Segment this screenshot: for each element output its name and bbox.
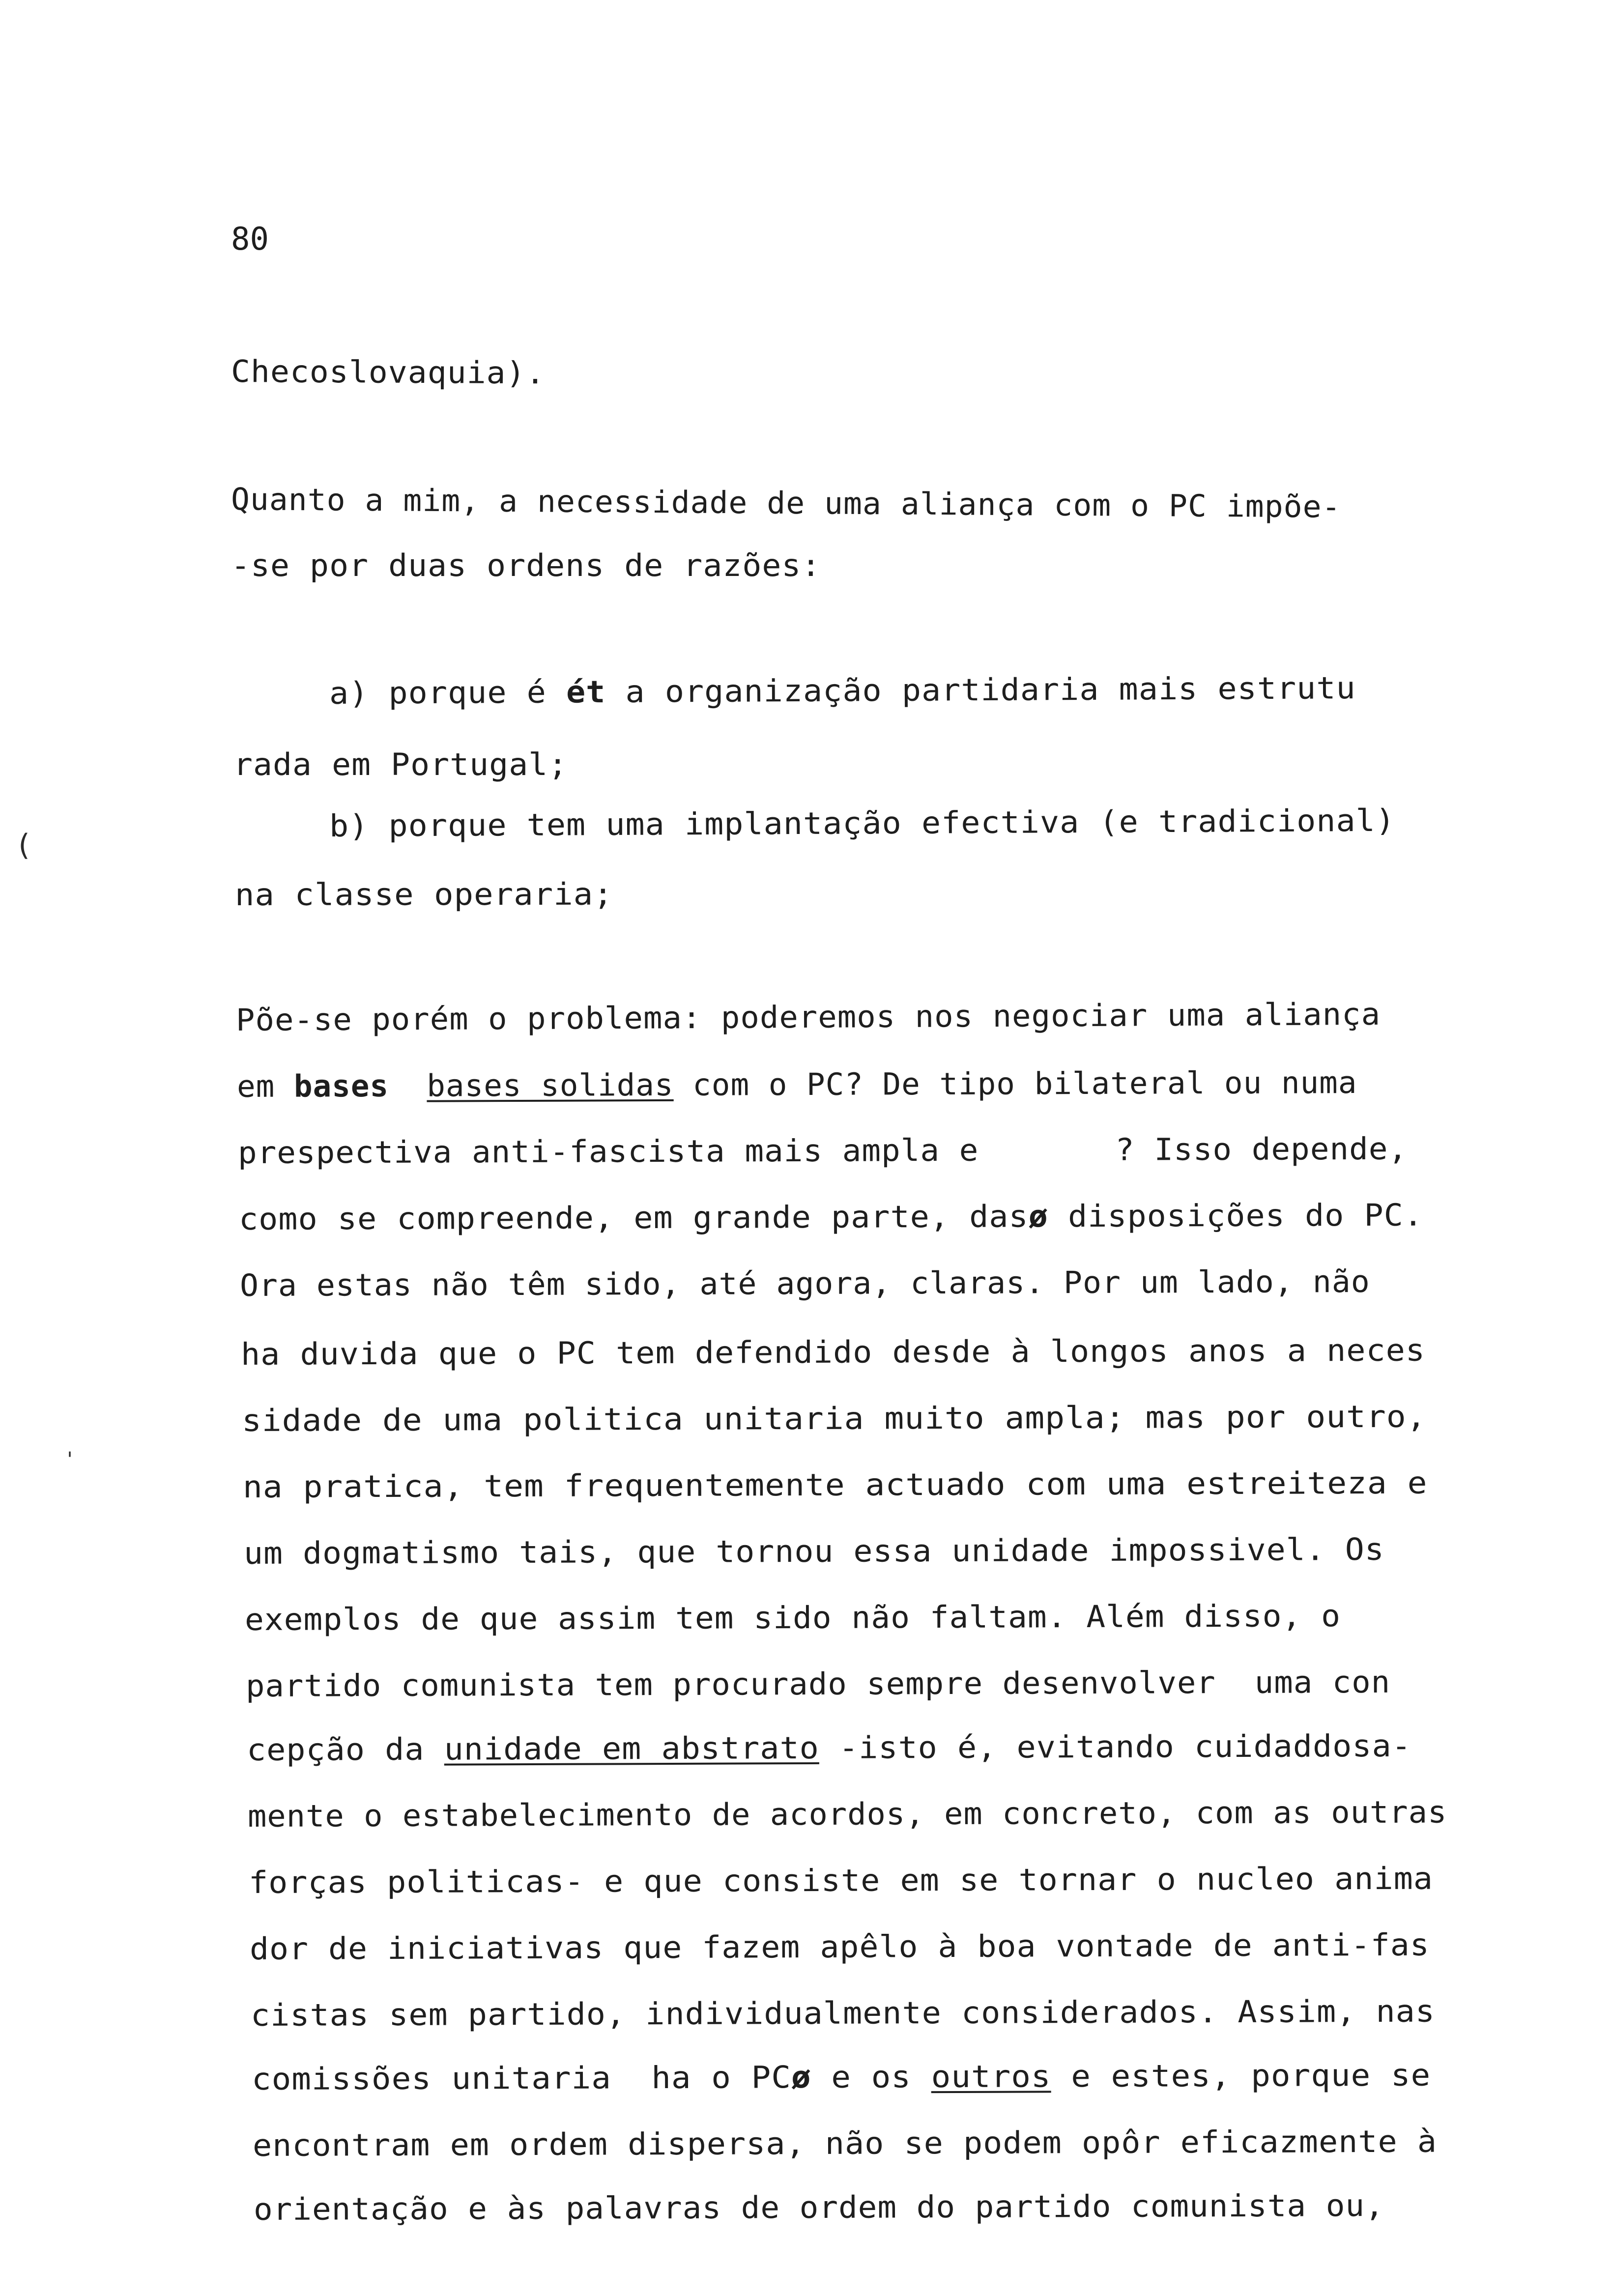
text-line — [234, 876, 613, 913]
underlined-phrase: unidade em abstrato — [444, 1729, 819, 1767]
margin-bracket-mark: ( — [15, 828, 33, 862]
text-line — [253, 2187, 1384, 2227]
text-line — [248, 1860, 1434, 1900]
text-line — [239, 1263, 1370, 1303]
text-run: na classe operaria; — [234, 876, 613, 913]
text-run: prespectiva anti-fascista mais ampla e ? Isso depende, — [237, 1130, 1408, 1171]
text-line — [235, 996, 1381, 1038]
text-run: Ora estas não têm sido, até agora, claras. Por um lado, não — [239, 1263, 1370, 1303]
text-line — [246, 1727, 1411, 1768]
text-run: sidade de uma politica unitaria muito ampla; mas por outro, — [241, 1398, 1427, 1438]
text-run: um dogmatismo tais, que tornou essa unidade impossivel. Os — [243, 1531, 1384, 1571]
text-run: encontram em ordem dispersa, não se podem opôr eficazmente à — [252, 2123, 1438, 2163]
text-run: a) porque é — [329, 674, 567, 711]
text-line — [238, 1197, 1424, 1237]
text-line — [250, 1993, 1436, 2033]
margin-tick-mark: ' — [64, 1448, 76, 1471]
underlined-phrase: bases solidas — [427, 1066, 674, 1104]
struck-out-text: bases — [293, 1067, 389, 1104]
struck-out-text: ét — [566, 674, 606, 710]
text-run: forças politicas- e que consiste em se tornar o nucleo anima — [248, 1860, 1434, 1900]
text-run: com o PC? De tipo bilateral ou numa — [673, 1064, 1357, 1103]
text-line — [230, 481, 1341, 525]
text-run: ha duvida que o PC tem defendido desde à longos anos a neces — [240, 1332, 1426, 1372]
text-line — [244, 1598, 1341, 1637]
text-run: em — [236, 1068, 294, 1104]
text-run: na pratica, tem frequentemente actuado com uma estreiteza e — [242, 1464, 1428, 1505]
text-line — [241, 1398, 1427, 1438]
struck-out-text: ø — [791, 2059, 811, 2095]
text-line — [247, 1794, 1447, 1834]
text-run: exemplos de que assim tem sido não faltam. Além disso, o — [244, 1598, 1341, 1637]
text-run: Checoslovaquia). — [230, 353, 546, 391]
text-run: rada em Portugal; — [233, 746, 568, 782]
text-line — [329, 670, 1356, 711]
text-run: mente o estabelecimento de acordos, em concreto, com as outras — [247, 1794, 1447, 1834]
text-run: como se compreende, em grande parte, das — [238, 1198, 1029, 1237]
text-run: b) porque tem uma implantação efectiva (e tradicional) — [329, 802, 1396, 844]
text-run — [389, 1068, 427, 1104]
text-run: cistas sem partido, individualmente considerados. Assim, nas — [250, 1993, 1436, 2033]
text-line — [252, 2123, 1438, 2163]
text-run: disposições do PC. — [1048, 1197, 1424, 1234]
text-run: orientação e às palavras de ordem do partido comunista ou, — [253, 2187, 1384, 2227]
text-line — [230, 353, 546, 391]
text-line — [249, 1926, 1430, 1967]
text-run: e os — [811, 2059, 931, 2095]
text-line — [240, 1332, 1426, 1372]
struck-out-text: ø — [1028, 1198, 1048, 1234]
text-line — [329, 802, 1396, 844]
text-run: Põe-se porém o problema: poderemos nos negociar uma aliança — [235, 996, 1381, 1038]
text-run: -se por duas ordens de razões: — [231, 547, 821, 583]
text-line — [243, 1531, 1384, 1571]
text-line — [251, 2057, 1431, 2097]
text-run: e estes, porque se — [1051, 2057, 1431, 2095]
text-line — [236, 1064, 1357, 1104]
text-run: a organização partidaria mais estrutu — [605, 670, 1356, 710]
underlined-phrase: outros — [931, 2058, 1051, 2095]
text-run: comissões unitaria ha o PC — [251, 2059, 792, 2097]
text-run: -isto é, evitando cuidaddosa- — [819, 1727, 1411, 1766]
text-run: Quanto a mim, a necessidade de uma aliança com o PC impõe- — [230, 481, 1341, 525]
text-run: cepção da — [246, 1731, 444, 1768]
text-line — [245, 1664, 1391, 1704]
text-line — [237, 1130, 1408, 1171]
text-line — [242, 1464, 1428, 1505]
text-run: partido comunista tem procurado sempre desenvolver uma con — [245, 1664, 1391, 1704]
text-run: dor de iniciativas que fazem apêlo à boa vontade de anti-fas — [249, 1926, 1430, 1967]
text-line — [233, 746, 568, 782]
page-number: 80 — [231, 221, 269, 258]
text-line — [231, 547, 821, 583]
